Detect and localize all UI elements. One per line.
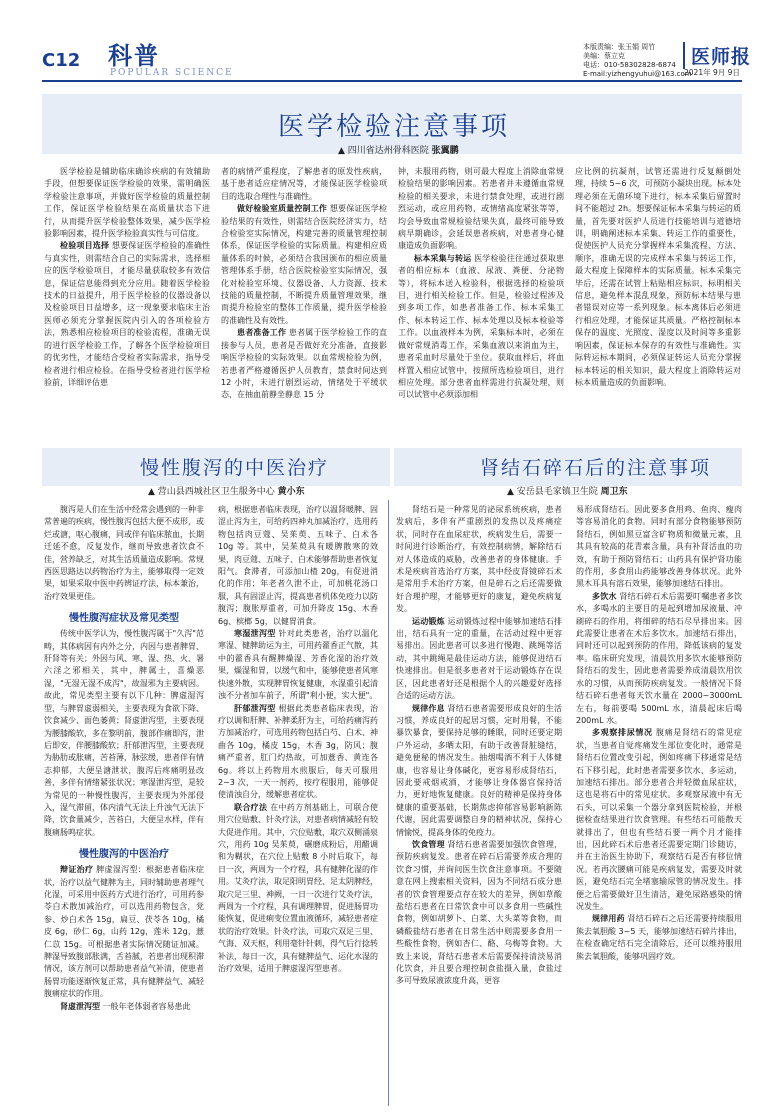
byline-author: 黄小东: [277, 487, 305, 497]
editor-line: 美编：蔡立克: [583, 52, 625, 60]
paragraph-text: 肾结石患者需要形成良好的生活习惯，养成良好的起居习惯，定时用餐，不能暴饮暴食，要保持足够的睡眠，同时还要定期户外运动，多晒太阳，有助于改善肾脏缝结，避免便秘的情况发生。抽烟喝酒不利于人体健康，也容易让身体碱化，更容易形成肾结石，因此要戒烟戒酒，才能够让身体器官保持活力，更好地恢复健康。良好的精神是保持身体健康的重要基础，长期焦虑抑郁容易影响新陈代谢，因此需要调整自身的精神状况，保持心情愉悦，提高身体的免疫力。: [396, 703, 562, 837]
article-column: [218, 504, 378, 1104]
paragraph: [398, 253, 564, 402]
paragraph-text: 腹痛是肾结石的常见症状，当患者自觉疼痛发生部位变化时，通常是肾结石位置改变引起，例如疼痛下移通常是结石下移引起，此时患者需要多饮水、多运动，加速结石排出。部分患者合并轻微血尿症状，这也是将石中的常见症状。多观察尿液中有无石头，可以采集一个器分拿到医院检验，并根据检查结果进行饮食管理。有些结石可能散天就排出了，但也有些结石要一两个月才能排出，因此碎石术后患者还需要定期门诊随访，并在主治医生协助下，观察结石是否有移位情况。若再次腰痛可能是疾病复发，需要及时就医，避免结石完全堵塞输尿管的情况发生。排便之后需要做好卫生清洁，避免尿路感染的情况发生。: [576, 728, 742, 911]
inline-heading: 规律作息: [412, 703, 445, 713]
paragraph-text: 脾虚湿泻型：根据患者临床症状，治疗以益气健脾为主，同时辅助患者理气化湿，可采用中医药方式进行治疗，可用药参苓白术散加减治疗，可以选用药物包含，党参、炒白术各 15g，扁豆、茯苓各 10g，橘皮 6g，砂仁 6g，山药 12g，莲米 12g，薏仁苡 15g。可根据患者实际情况随证加减。脾湿导致腹部胀满，舌苔腻，若患者出现积滞情况，该方剂可以帮助患者益气补清，使患者肠胃功能逐渐恢复正常，具有健脾益气、减轻腹痛症状的作用。: [44, 865, 204, 999]
paragraph: 病，根据患者临床表现，治疗以温肾暖脾、固涩止泻为主，可给药四神丸加减治疗，选用药物包括肉豆蔻、吴茱萸、五味子、白术各 10g 等。其中，吴茱萸具有暖脾散寒的效果，肉豆蔻、五味子、白术能够帮助患者恢复阳气。食滞者，可添加山楂 20g，有促进消化的作用；年老者久泄不止，可加桃花汤口服，具有固涩止泻，提高患者机体免疫力以防腹泻；腹胀厚重者，可加升降皮 15g、木香 6g、槟榔 5g，以健胃消食。: [218, 505, 378, 626]
article-title: 肾结石碎石后的注意事项: [480, 457, 712, 479]
paragraph-text: 在中药方剂基础上，可联合使用穴位贴敷、针灸疗法，对患者病情减轻有较大促进作用。其中，穴位贴敷，取穴双侧涌泉穴，用药 10g 吴茱萸，碾磨成粉后，用醋调和为糊状，在穴位上贴敷 8 小时后取下，每日一次，两周为一个疗程，具有健脾化湿的作用。艾灸疗法，取足阳明胃经、足太阴脾经，取穴足三里、神阙，一日一次进行艾灸疗法，两周为一个疗程，具有调理脾胃，促进肠胃功能恢复，促进痢变位置血液循环，减轻患者症状的治疗效果。针灸疗法，可取穴双足三里、气海、双天枢，利用毫针针刺，得气后行捻转补法，每日一次，具有健脾益气、运化水湿的治疗效果，适用于脾虚湿泻型患者。: [218, 802, 378, 974]
paragraph: 者的病情严重程度，了解患者的原发性疾病，基于患者适应症情况等，才能保证医学检验项目的选取合理性与准确性。: [221, 167, 387, 201]
paragraph: 肾结石是一种常见的泌尿系统疾病，患者发病后，多伴有严重剧烈的发热以及疼痛症状，同时存在血尿症状，疾病发生后，需要一时间进行诊断治疗，有效控制病情，解除结石对人体造成的威胁，改善患者的身体健康。手术是疾病首选治疗方案，其中经皮肾镜碎石术是常用手术治疗方案，但是碎石之后还需要做好合理护理，才能够更好的康复，避免疾病复发。: [396, 505, 562, 614]
inline-heading: 寒湿泄泻型: [234, 629, 276, 639]
paragraph: [44, 864, 204, 1000]
article-byline: [507, 484, 628, 497]
article-column: [396, 504, 562, 1104]
paragraph-text: 针对此类患者，治疗以温化寒湿、健脾助运为主，可用药藿香正气散，其中的藿香具有醒脾燥湿、芳香化湿的治疗效果，燥湿和胃，以缓气和中，能够使患者风寒快速外散，实现脾胃恢复健康，水湿重引起清浊不分者加车前子，所谓"利小便，实大便"。: [218, 629, 378, 701]
paragraph: 传统中医学认为，慢性腹泻属于"久泻"范畴，其体病因有内外之分，内因与患者脾胃、肝肾等有关；外因与风、寒、湿、热、火、暑六淫之邪相关，其中，脾属土，喜燥恶湿，"无湿无湿不成泻"，故湿邪为主要病因。故此，常见类型主要有以下几种：脾虚湿泻型，与脾胃虚弱相关，主要表现为食欲下降、饮食减少、面色萎黄；肾虚泄泻型，主要表现为腰膝酸软，多在黎明前，腹部作痛即泻，泄后即安，伴腰膝酸软；肝郁泄泻型，主要表现为胁肋或胀痛，苦苔薄，脉弦缓，患者伴有情志抑郁，大便呈溏泄状，腹泻后疼痛明显改善，多伴有情绪紧张状况；寒湿泄泻型，是较为常见的一种慢性腹泻，主要表现为外部侵入，湿气滞留，体内清气无法上升浊气无法下降，饮食量减少，苦苔白，大便呈水样，伴有腹痛肠鸣症状。: [44, 629, 204, 837]
paragraph: [221, 327, 387, 401]
byline-org: ▲ 安岳县毛家镇卫生院: [507, 487, 598, 497]
article-column: [221, 166, 387, 436]
page-number: C12: [42, 50, 81, 71]
inline-heading: 检验项目选择: [60, 241, 110, 251]
paragraph-text: 患者属于医学检验工作的直接参与人员，患者是否做好充分准备，直接影响医学检验的实际效果。以血常规检验为例，若患者严格遵循医护人员教育，禁食时间达到 12 小时，未进行剧烈运动，情绪处于平缓状态，在抽血前静坐静息 15 分: [221, 328, 387, 400]
inline-heading: 辩证治疗: [60, 865, 94, 875]
article-column: [44, 504, 204, 1104]
paragraph: [576, 913, 742, 963]
masthead: [0, 0, 780, 82]
paragraph: [396, 703, 562, 839]
inline-heading: 肝郁泄泻型: [234, 703, 276, 713]
paragraph-text: 一般年老体弱者容易患此: [102, 1001, 191, 1011]
inline-heading: 肾虚泄泻型: [60, 1001, 100, 1011]
paragraph-text: 肾结石患者需要加强饮食管理，预防疾病复发。患者在碎石后需要养成合理的饮食习惯，并询问医生饮食注意事项。不要随意在网上搜索相关资料，因为不同结石成分患者的饮食管理要点存在较大的差异，例如草酸盐结石患者在日常饮食中可以多食用一些碱性食物，例如胡萝卜、白菜、大头菜等食物，而磷酸盐结石患者在日常生活中则需要多食用一些酸性食物，例如杏仁、酪、乌梅等食物。大致上来说，肾结石患者术后需要保持清淡易消化饮食，并且要合理控制食盐摄入量，食盐过多可导致尿液浓度升高，更容: [396, 839, 562, 986]
section-heading: 慢性腹泻的中医治疗: [79, 849, 169, 861]
issue-date: 2021年 9月 9日: [684, 68, 740, 77]
paragraph: 医学检验是辅助临床确诊疾病的有效辅助手段，但想要保证医学检验的效果，需明确医学检验注意事项，并做好医学检验的质量控制工作，保证医学检验结果在高质量状态下进行，从而提升医学检验整体效果，减少医学检验影响因素，提升医学检验真实性与可信度。: [44, 167, 210, 239]
paragraph: 钟，未服用药物，则可最大程度上消除血常规检验结果的影响因素。若患者并未遵循血常规检验的相关要求，未进行禁食处理，或进行剧烈运动，或应用药物，或情绪高度紧张等等，均会导致血常规检验结果失真，最终可能导致病早期确诊，会延误患者疾病，对患者身心健康造成负面影响。: [398, 167, 564, 251]
paragraph: 腹泻是人们在生活中经常会遇到的一种非常普遍的疾病，慢性腹泻包括大便不成形，或烂或溏，呕心腹痛，同或伴有临床脓血，长期迁延不愈，反复发作，继而导致患者饮食不佳，营养缺乏，对其生活质量造成影响。常规西医思路达以药物治疗为主，能够取得一定效果，如果采取中医中药辨证疗法，标本兼治，治疗效果更佳。: [44, 505, 204, 601]
paragraph-text: 肾结石碎石之后还需要持续服用熊去氧胆酸 3~5 天，能够加速结石碎片排出，在检查确定结石完全清除后，还可以维持服用熊去氧胆酸，能够巩固疗效。: [576, 914, 742, 961]
paragraph: 易形成肾结石。因此要多食用鸡、鱼肉、瘦肉等容易消化的食物。同时有部分食物能够预防肾结石，例如黑豆富含矿物质和微量元素，且其具有较高的花青素含量，具有补肾活血的功效，有助于预防肾结石；山药具有保护肾功能的作用，多食用山药能够改善身体状况。此外黑木耳具有溶石效果，能够加速结石排出。: [576, 505, 742, 589]
editor-line: 本版责编：张玉娟 周竹: [583, 43, 656, 51]
paragraph: [218, 628, 378, 702]
paragraph-text: 想要保证医学检验的准确性与真实性，则需结合自己的实际需求，选择相应的医学检验项目，才能尽量获取较多有效信息，保证信息能得到充分应用。随着医学检验技术的日益提升，用于医学检验的仪器设备以及检验项目日益增多，这一现象要求临床主治医师必须充分掌握医院内引入的各项检验方法，熟悉相应检验项目的检验流程，准确无误的进行医学检验工作，了解各个医学检验项目的优劣性，才能结合受检者实际需求，指导受检者进行相应检验。在指导受检者进行医学检验前，详细评估患: [44, 241, 210, 387]
section-subtitle: POPULAR SCIENCE: [110, 68, 234, 78]
editor-info: [583, 43, 692, 79]
article-title: 慢性腹泻的中医治疗: [140, 457, 330, 479]
paragraph: [218, 703, 378, 802]
byline-author: 张翼鹏: [431, 146, 459, 156]
byline-org: ▲ 营山县西城社区卫生服务中心: [148, 487, 275, 497]
paragraph-text: 根据此类患者临床表现，治疗以调和肝脾、补脾柔肝为主，可给药痛泻药方加减治疗，可选用药物包括白芍、白术、神曲各 10g，橘皮 15g，木香 3g，防风；腹痛严重者，肛门灼热故，可加薏香、黄连各 6g。将以上药物用水煎服后，每天可服用 2~3 次，一天一剂药，按疗程服用，能够促使清浊自分，缓解患者症状。: [218, 703, 378, 800]
paragraph: [576, 591, 742, 727]
section-title: 科普: [108, 42, 160, 70]
column-divider: [388, 500, 389, 1106]
paragraph-text: 想要保证医学检验结果的有效性，则需结合医院经济实力，结合检验室实际情况，构建完善的质量管理控制体系，保证医学检验的实际质量。构建相应质量体系的时候，必须结合我国颁布的相应质量管理体系手册，结合医院检验室实际情况，强化对检验室环境、仪器设备、人力资源、技术技能的质量控制，不断提升质量管理效果，继而提升检验室的整体工作质量，提升医学检验的准确性及有效性。: [221, 204, 387, 325]
article-column: [576, 504, 742, 1104]
article-column: [575, 166, 741, 436]
inline-heading: 规律用药: [592, 914, 625, 924]
article-byline: [338, 143, 459, 156]
paragraph: [396, 839, 562, 988]
paragraph-text: 肾结石碎石术后需要叮嘱患者多饮水，多喝水的主要目的是起到增加尿液量、冲刷碎石的作用，将细碎的结石尽早排出来。因此需要让患者在术后多饮水，加速结石排出，同时还可以起到预防的作用，降低该病的复发率。临床研究发现，清晨饮用多饮水能够预防肾结石的发生，因此患者需要养成清晨饮用饮水的习惯，从而预防疾病复发。一般情况下肾结石碎石患者每天饮水量在 2000~3000mL 左右，每前要喝 500mL 水，清晨起床后喝 200mL 水。: [576, 591, 742, 725]
article-column: [44, 166, 210, 436]
paragraph: [44, 240, 210, 389]
paragraph: [576, 727, 742, 913]
paragraph-text: 医学检验往往通过获取患者的相应标本（血液、尿液、粪便、分泌物等），将标本送入检验科，根据选择的检验项目，进行相关检验工作。但是，检验过程涉及到多项工作，如患者准备工作、标本采集工作、标本转运工作、标本处理以及标本检验等工作。以血液样本为例，采集标本时，必须在做好常规消毒工作，采集血液以来消血为主，患者采血时尽量处于坐位。获取血样后，将血样置入相应试管中，按照所选检验项目，进行相应处理。部分患者血样需进行抗凝处理，则可以试管中必须添加相: [398, 253, 564, 400]
inline-heading: 多饮水: [592, 591, 617, 601]
inline-heading: 联合疗法: [234, 802, 268, 812]
article-title: 医学检验注意事项: [278, 112, 511, 142]
paragraph: 应比例的抗凝剂，试管还需进行反复颠倒处理，持续 5~6 次，可预防小凝块出现。标本处理必须在无菌环境下进行，标本采集后留置时间不能超过 2h。想要保证标本采集与转运的质量，首先要对医护人员进行技能培训与道德培训，明确阐述标本采集、转运工作的重要性，促使医护人员充分掌握样本采集流程、方法、顺序，准确无误的完成样本采集与转运工作，最大程度上保障样本的实际质量。标本采集完毕后，还需在试管上粘贴相应标识，标明相关信息，避免样本混乱现象，预防标本结果与患者错误对应等一系列现象。标本离体后必须进行相应处理，才能保证其质量。严格控制标本保存的温度、光照度、湿度以及时间等多重影响因素，保证标本保存的有效性与准确性。实际转运标本期间，必须保证转运人员充分掌握标本转运的相关知识，最大程度上消除转运对标本质量造成的负面影响。: [575, 167, 741, 387]
inline-heading: 多观察排尿情况: [592, 728, 653, 738]
inline-heading: 运动锻炼: [412, 616, 445, 626]
byline-author: 周卫东: [600, 487, 628, 497]
newspaper-logo: 医师报: [683, 42, 751, 69]
paragraph-text: 运动锻炼过程中能够加速结石排出，结石具有一定的重量，在活动过程中更容易排出。因此患者可以多进行慢跑、跳绳等活动，其中跳绳是最佳运动方法，能够促进结石快速排出。但是很多患者对于运动锻炼存在误区，因此患者好还是根据个人的兴趣爱好选择合适的运动方法。: [396, 616, 562, 701]
editor-line: E-mail:yizhengyuhui@163.com: [583, 70, 692, 78]
inline-heading: 做好检验室质量控制工作: [237, 204, 328, 214]
byline-org: ▲ 四川省达州骨科医院: [338, 146, 429, 156]
editor-line: 电话：010-58302828-6874: [583, 61, 676, 69]
section-heading: 慢性腹泻症状及常见类型: [69, 613, 179, 625]
header-rule: [42, 80, 742, 82]
paragraph: [218, 802, 378, 976]
inline-heading: 饮食管理: [412, 839, 445, 849]
article-column: [398, 166, 564, 436]
inline-heading: 患者准备工作: [237, 328, 287, 338]
inline-heading: 标本采集与转运: [414, 253, 472, 263]
article-byline: [148, 484, 305, 497]
paragraph: [221, 203, 387, 327]
paragraph: [44, 1001, 204, 1013]
paragraph: [396, 616, 562, 703]
